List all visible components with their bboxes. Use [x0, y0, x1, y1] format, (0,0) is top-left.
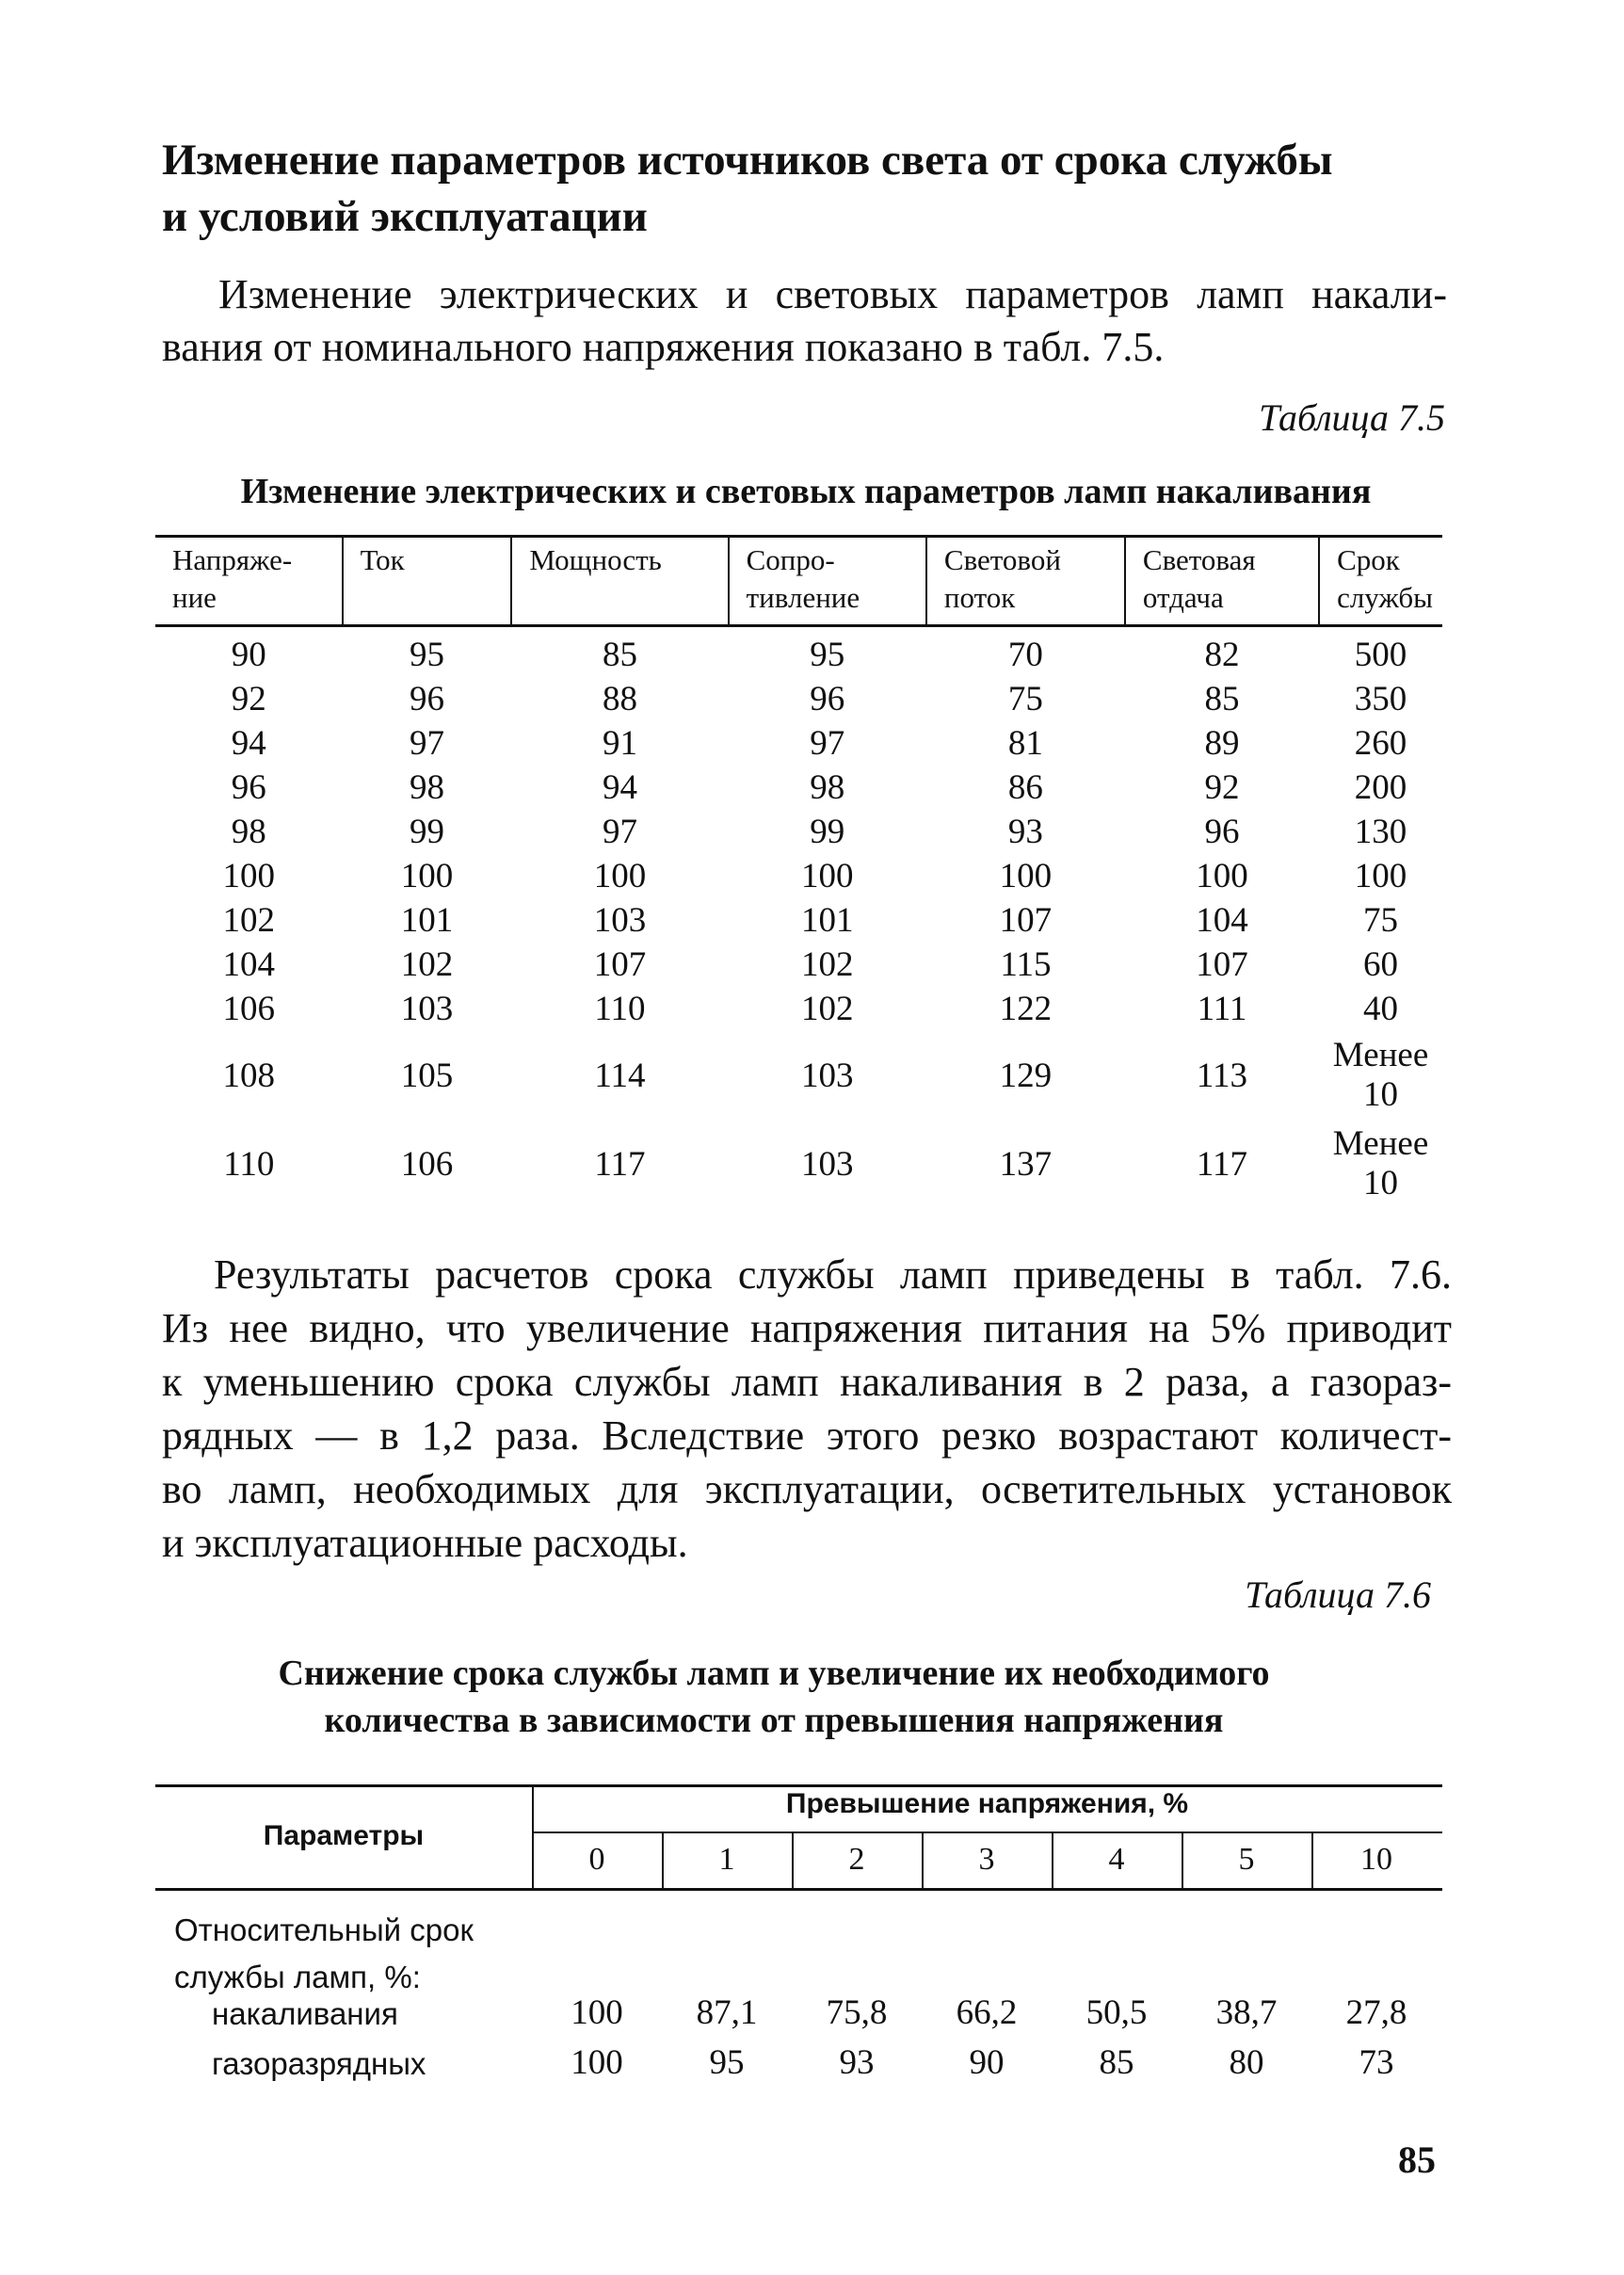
intro-paragraph: [162, 268, 1447, 374]
table-cell: 106: [222, 990, 276, 1028]
table-cell: 70: [1007, 636, 1043, 674]
table-cell: 93: [839, 2043, 875, 2082]
col-header-luminous-flux: Световой поток: [926, 537, 1125, 626]
table-cell: 103: [593, 901, 647, 940]
table-cell: 110: [223, 1144, 275, 1184]
table-cell: 100: [999, 857, 1053, 895]
table-cell: 97: [602, 813, 637, 851]
table-cell: 100: [571, 1993, 623, 2032]
results-line-5: во ламп, необходимых для эксплуатации, осветительных установок: [162, 1466, 1452, 1512]
results-line-2: Из нее видно, что увеличение напряжения питания на 5% приводит: [162, 1305, 1452, 1351]
table-cell: 102: [400, 945, 454, 984]
group-label-line-2: службы ламп, %:: [174, 1960, 421, 1994]
table-cell: 260: [1354, 724, 1407, 763]
table-cell: 100: [222, 857, 276, 895]
group-label: [174, 1907, 474, 2001]
results-line-1: Результаты расчетов срока службы ламп приведены в табл. 7.6.: [214, 1251, 1452, 1298]
percent-column-header: 5: [1238, 1842, 1255, 1877]
table-cell: 100: [400, 857, 454, 895]
param-header: Параметры: [263, 1820, 425, 1851]
table-cell: 107: [1196, 945, 1248, 984]
table-cell: 38,7: [1215, 1993, 1278, 2032]
table-cell: 50,5: [1085, 1993, 1148, 2032]
column-divider: [922, 1831, 924, 1888]
table-cell: 90: [231, 636, 266, 674]
table-cell: 103: [801, 1144, 854, 1184]
table-cell: 103: [400, 990, 454, 1028]
table-cell: 85: [602, 636, 637, 674]
table-cell: 104: [1196, 901, 1248, 940]
table-7-5-label: Таблица 7.5: [1259, 396, 1445, 439]
col-header-resistance: Сопро- тивление: [729, 537, 926, 626]
table-cell: 114: [594, 1056, 646, 1095]
table-cell: 96: [409, 680, 444, 718]
percent-column-header: 4: [1108, 1842, 1125, 1877]
table-cell: 92: [231, 680, 266, 718]
table-cell: 81: [1007, 724, 1043, 763]
table-cell: 100: [1196, 857, 1248, 895]
table-cell: 500: [1354, 636, 1407, 674]
table-cell: 117: [1196, 1144, 1248, 1184]
col-header-lifetime: Срок службы: [1319, 537, 1442, 626]
table-cell: 350: [1354, 680, 1407, 718]
table-row: [155, 677, 1442, 721]
results-line-3: к уменьшению срока службы ламп накаливания в 2 раза, а газораз-: [162, 1359, 1452, 1405]
table-cell: 97: [810, 724, 845, 763]
results-paragraph: [162, 1248, 1452, 1570]
table-row: [155, 766, 1442, 810]
table-cell: 110: [594, 990, 646, 1028]
table-7-6-header-rule: [155, 1888, 1442, 1891]
table-cell: 66,2: [956, 1993, 1018, 2032]
col-header-power: Мощность: [511, 537, 728, 626]
table-cell: 129: [999, 1056, 1053, 1095]
table-cell: 94: [602, 768, 637, 807]
table-cell: 75: [1007, 680, 1043, 718]
table-cell: 88: [602, 680, 637, 718]
table-cell: 122: [999, 990, 1053, 1028]
row-label: газоразрядных: [212, 2046, 426, 2081]
table-row: [155, 1031, 1442, 1120]
table-7-5-header-row: [155, 537, 1442, 626]
table-cell: 106: [400, 1144, 454, 1184]
table-cell: 80: [1229, 2043, 1264, 2082]
table-cell: 98: [409, 768, 444, 807]
table-cell: 40: [1363, 990, 1399, 1028]
intro-line-2: вания от номинального напряжения показано в табл. 7.5.: [162, 324, 1165, 370]
table-cell: 111: [1197, 990, 1247, 1028]
table-7-6-mid-rule: [532, 1831, 1442, 1833]
table-cell: 105: [400, 1056, 454, 1095]
percent-column-header: 3: [978, 1842, 995, 1877]
table-row: [155, 810, 1442, 854]
table-cell: 99: [810, 813, 845, 851]
percent-column-header: 10: [1360, 1842, 1392, 1877]
percent-column-header: 1: [718, 1842, 735, 1877]
results-line-6: и эксплуатационные расходы.: [162, 1520, 688, 1566]
table-cell: 96: [231, 768, 266, 807]
table-cell: 27,8: [1345, 1993, 1407, 2032]
results-line-4: рядных — в 1,2 раза. Вследствие этого резко возрастают количест-: [162, 1412, 1452, 1459]
page-number: 85: [1398, 2138, 1436, 2181]
table-cell: 82: [1204, 636, 1240, 674]
section-title-line-2: и условий эксплуатации: [162, 192, 648, 241]
table-cell: 92: [1204, 768, 1240, 807]
table-cell: 100: [571, 2043, 623, 2082]
table-row: [155, 987, 1442, 1031]
table-cell: 91: [602, 724, 637, 763]
row-label: накаливания: [212, 1996, 398, 2031]
percent-column-header: 0: [588, 1842, 605, 1877]
percent-column-header: 2: [848, 1842, 865, 1877]
table-cell: 98: [231, 813, 266, 851]
table-row: [155, 626, 1442, 678]
table-cell: 98: [810, 768, 845, 807]
column-divider: [1052, 1831, 1053, 1888]
table-row: [155, 854, 1442, 898]
table-7-6-title-line-2: количества в зависимости от превышения напряжения: [324, 1701, 1224, 1740]
table-cell: 85: [1204, 680, 1240, 718]
table-cell: 200: [1354, 768, 1407, 807]
table-cell: 100: [1354, 857, 1407, 895]
table-cell: 99: [409, 813, 444, 851]
table-cell: 102: [222, 901, 276, 940]
table-cell: 97: [409, 724, 444, 763]
table-cell: 100: [593, 857, 647, 895]
table-cell: 130: [1354, 813, 1407, 851]
table-cell: 101: [801, 901, 854, 940]
column-divider: [1311, 1831, 1313, 1888]
table-7-5-body: [155, 626, 1442, 1209]
column-divider: [1182, 1831, 1183, 1888]
table-cell: Менее 10: [1332, 1124, 1429, 1202]
table-cell: 100: [801, 857, 854, 895]
table-cell: 93: [1007, 813, 1043, 851]
table-7-6-label: Таблица 7.6: [1245, 1573, 1431, 1616]
table-7-6-title-line-1: Снижение срока службы ламп и увеличение их необходимого: [278, 1654, 1270, 1693]
col-header-voltage: Напряже- ние: [155, 537, 343, 626]
table-cell: 101: [400, 901, 454, 940]
table-cell: 95: [409, 636, 444, 674]
table-cell: 87,1: [696, 1993, 758, 2032]
table-cell: 115: [1000, 945, 1052, 984]
table-cell: 102: [801, 990, 854, 1028]
table-cell: 73: [1359, 2043, 1394, 2082]
table-cell: 90: [969, 2043, 1005, 2082]
table-cell: 107: [593, 945, 647, 984]
table-cell: 89: [1204, 724, 1240, 763]
intro-line-1: Изменение электрических и световых параметров ламп накали-: [218, 271, 1447, 317]
table-row: [155, 898, 1442, 943]
table-row: [155, 1120, 1442, 1208]
table-cell: 117: [594, 1144, 646, 1184]
table-cell: 104: [222, 945, 276, 984]
table-cell: 94: [231, 724, 266, 763]
table-cell: 85: [1099, 2043, 1134, 2082]
col-header-current: Ток: [343, 537, 512, 626]
table-cell: 60: [1363, 945, 1399, 984]
table-cell: 96: [810, 680, 845, 718]
table-cell: 108: [222, 1056, 276, 1095]
table-cell: 75: [1363, 901, 1399, 940]
col-header-efficacy: Световая отдача: [1125, 537, 1319, 626]
table-7-5: [155, 535, 1442, 1208]
table-cell: 137: [999, 1144, 1053, 1184]
table-7-6-title: [162, 1650, 1386, 1744]
table-cell: 75,8: [826, 1993, 888, 2032]
voltage-excess-header: Превышение напряжения, %: [785, 1788, 1189, 1819]
table-cell: 102: [801, 945, 854, 984]
table-cell: 107: [999, 901, 1053, 940]
table-cell: 96: [1204, 813, 1240, 851]
table-7-5-title: Изменение электрических и световых параметров ламп накаливания: [240, 472, 1372, 511]
table-cell: 95: [709, 2043, 745, 2082]
column-divider: [792, 1831, 794, 1888]
table-row: [155, 721, 1442, 766]
table-row: [155, 943, 1442, 987]
table-cell: Менее 10: [1332, 1036, 1429, 1114]
group-label-line-1: Относительный срок: [174, 1912, 474, 1947]
table-cell: 103: [801, 1056, 854, 1095]
table-cell: 86: [1007, 768, 1043, 807]
table-cell: 113: [1196, 1056, 1248, 1095]
table-cell: 95: [810, 636, 845, 674]
section-title: [162, 132, 1450, 245]
section-title-line-1: Изменение параметров источников света от срока службы: [162, 136, 1333, 185]
column-divider: [662, 1831, 664, 1888]
